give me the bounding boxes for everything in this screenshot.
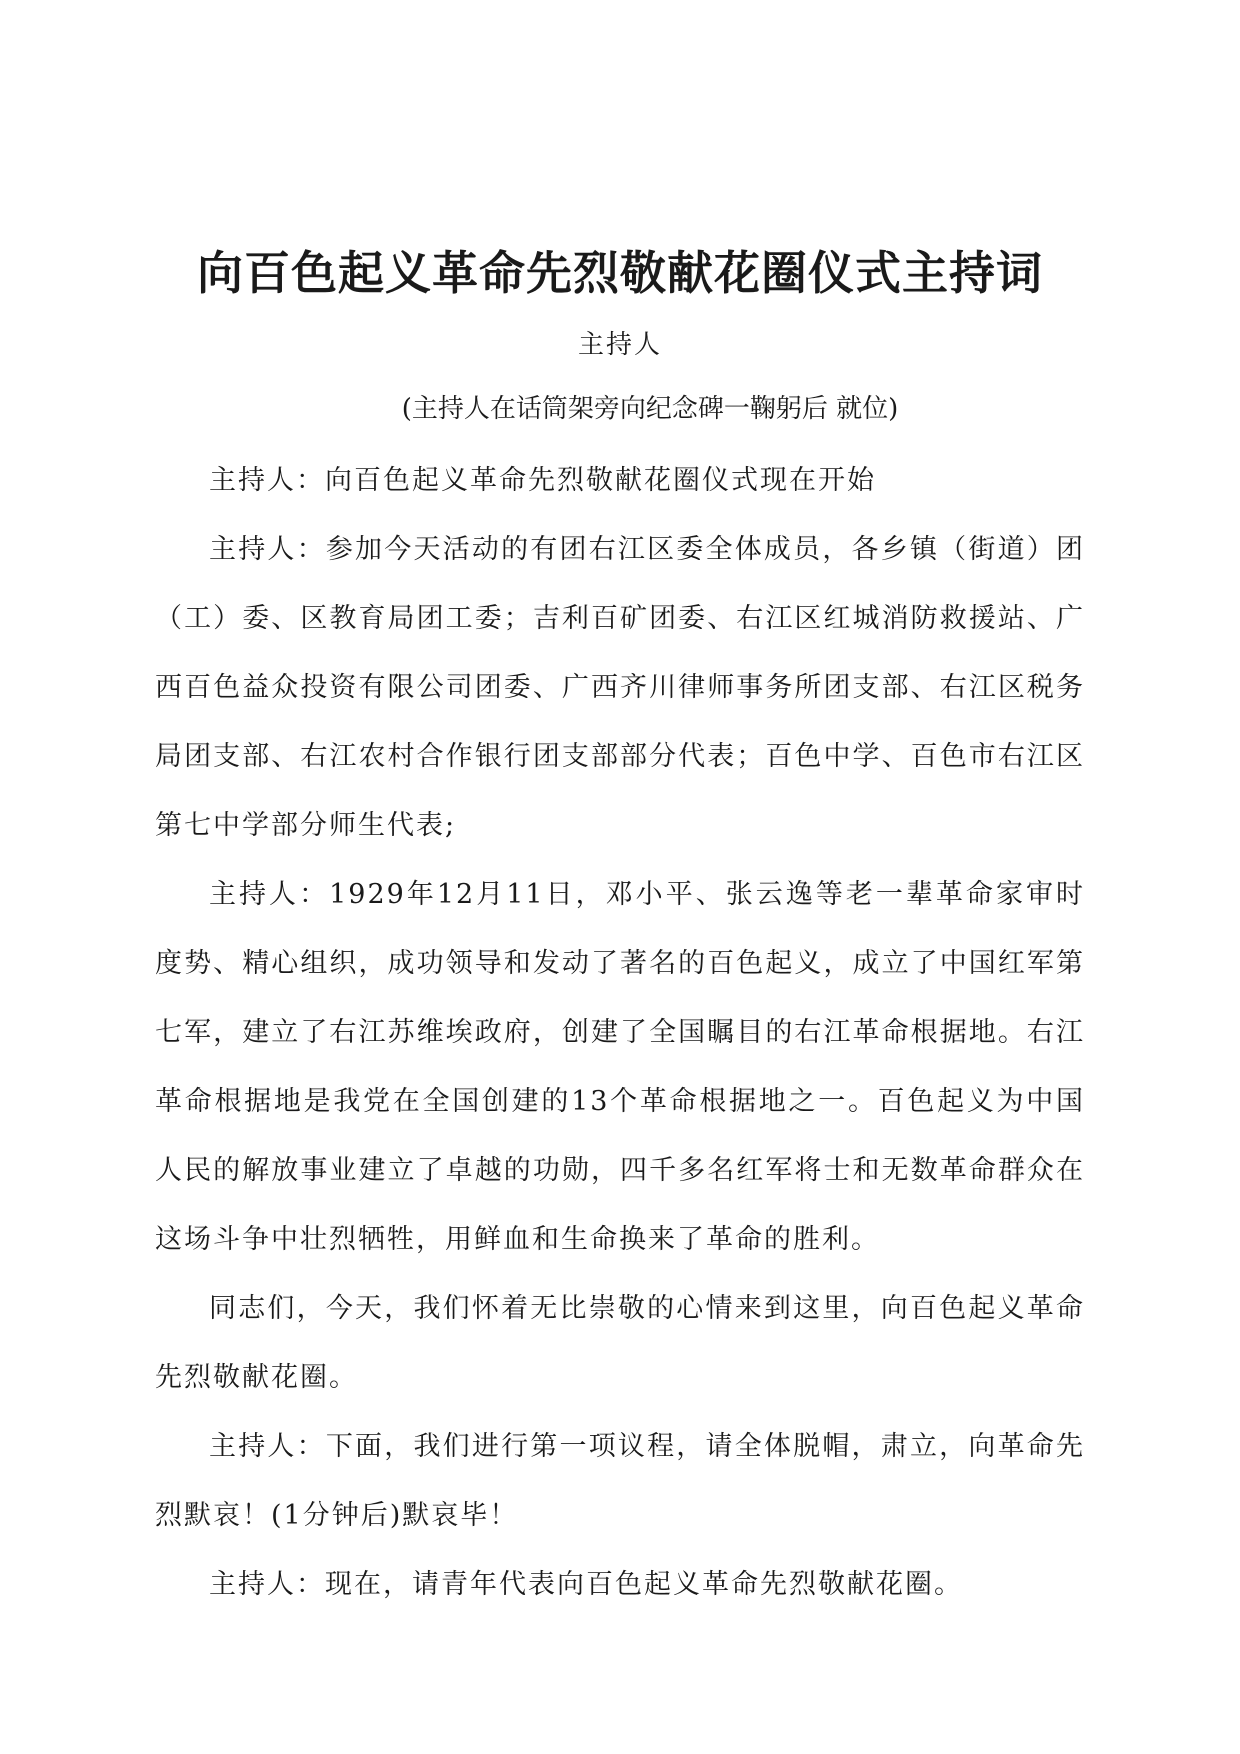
paragraph-tribute: 同志们，今天，我们怀着无比崇敬的心情来到这里，向百色起义革命先烈敬献花圈。 [155, 1293, 1085, 1393]
host-label: 主持人 [577, 330, 662, 360]
paragraph-history: 主持人：1929年12月11日，邓小平、张云逸等老一辈革命家审时度势、精心组织，成功领导和发动了著名的百色起义，成立了中国红军第七军，建立了右江苏维埃政府，创建了全国瞩目的右江革命根据地。右江革命根据地是我党在全国创建的13个革命根据地之一。百色起义为中国人民的解放事业建立了卓越的功勋，四千多名红军将士和无数革命群众在这场斗争中壮烈牺牲，用鲜血和生命换来了革命的胜利。 [155, 879, 1085, 1255]
stage-direction: (主持人在话筒架旁向纪念碑一鞠躬后 就位) [401, 394, 899, 424]
paragraph-wreath: 主持人：现在，请青年代表向百色起义革命先烈敬献花圈。 [209, 1569, 963, 1600]
paragraph-opening: 主持人：向百色起义革命先烈敬献花圈仪式现在开始 [209, 465, 876, 496]
paragraph-attendees: 主持人：参加今天活动的有团右江区委全体成员，各乡镇（街道）团（工）委、区教育局团工委；吉利百矿团委、右江区红城消防救援站、广西百色益众投资有限公司团委、广西齐川律师事务所团支部、右江区税务局团支部、右江农村合作银行团支部部分代表；百色中学、百色市右江区第七中学部分师生代表; [155, 534, 1085, 841]
document-title: 向百色起义革命先烈敬献花圈仪式主持词 [197, 246, 1043, 300]
document-body [155, 446, 1085, 1619]
paragraph-silence: 主持人：下面，我们进行第一项议程，请全体脱帽，肃立，向革命先烈默哀！(1分钟后)默哀毕！ [155, 1431, 1085, 1531]
